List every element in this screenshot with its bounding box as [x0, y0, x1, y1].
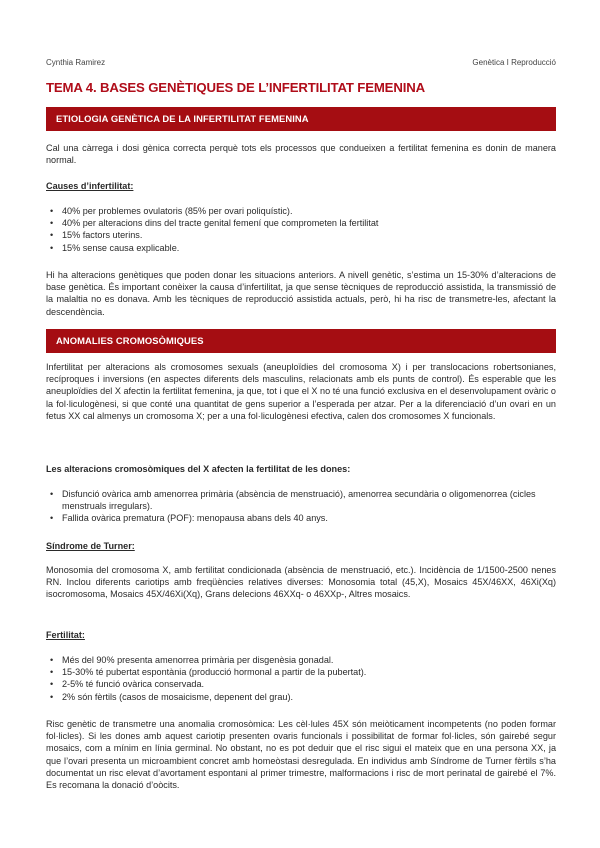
causes-heading: Causes d’infertilitat:	[46, 181, 134, 191]
causes-list	[46, 205, 556, 254]
document-title: TEMA 4. BASES GENÈTIQUES DE L’INFERTILITAT FEMENINA	[46, 80, 425, 95]
list-item: • 15-30% té pubertat espontània (producció hormonal a partir de la pubertat).	[46, 666, 556, 678]
list-item: • Més del 90% presenta amenorrea primària per disgenèsia gonadal.	[46, 654, 556, 666]
list-item: • Fallida ovàrica prematura (POF): menopausa abans dels 40 anys.	[46, 512, 556, 524]
fertilitat-list	[46, 654, 556, 703]
list-item: • 40% per alteracions dins del tracte genital femení que comprometen la fertilitat	[46, 217, 556, 229]
list-item: • 15% factors uterins.	[46, 229, 556, 241]
section-heading-etiologia	[46, 107, 556, 131]
list-item: • 2-5% té funció ovàrica conservada.	[46, 678, 556, 690]
header-author: Cynthia Ramirez	[46, 58, 106, 67]
section-heading-anomalies-text: ANOMALIES CROMOSÒMIQUES	[56, 335, 204, 346]
list-item: • 2% són fèrtils (casos de mosaicisme, depenent del grau).	[46, 691, 556, 703]
list-item: • 40% per problemes ovulatoris (85% per ovari poliquístic).	[46, 205, 556, 217]
list-item: • Disfunció ovàrica amb amenorrea primària (absència de menstruació), amenorrea secundària o oligomenorrea (cicles menstruals irregulars).	[46, 488, 556, 512]
alteracions-list	[46, 488, 556, 525]
page-header	[46, 58, 556, 70]
section-heading-etiologia-text: ETIOLOGIA GENÈTICA DE LA INFERTILITAT FEMENINA	[56, 113, 309, 124]
turner-heading: Síndrome de Turner:	[46, 541, 135, 551]
anomalies-paragraph: Infertilitat per alteracions als cromosomes sexuals (aneuploïdies del cromosoma X) i per translocacions robertsonianes, recíproques i inversions (en aspectes diferents dels masculins, relacionats amb els punts de control). És esperable que les aneuploïdies del X afectin la fertilitat femenina, ja que, tot i que el X no té una funció exclusiva en el desenvolupament ovàric o la fol·liculogènesi, si que conté una quantitat de gens superior a l’esperada per atzar. Per a la diferenciació d’un ovari en un fetus XX cal almenys un cromosoma X; per a una fol·liculogènesi efectiva, calen dos cromosomes X funcionals.	[46, 362, 556, 421]
etiologia-intro: Cal una càrrega i dosi gènica correcta perquè tots els processos que condueixen a fertilitat femenina es donin de manera normal.	[46, 143, 556, 166]
turner-paragraph: Monosomia del cromosoma X, amb fertilitat condicionada (absència de menstruació, etc.). Incidència de 1/1500-2500 nenes RN. Inclou diferents cariotips amb freqüències relatives diverses: Monosomia total (45,X), Mosaics 45X/46XX, 46Xi(Xq) isocromosoma, Mosaics 45X/46Xi(Xq), Grans delecions 46XXq- o 46XXp-, Altres mosaics.	[46, 565, 556, 600]
risc-paragraph: Risc genètic de transmetre una anomalia cromosòmica: Les cèl·lules 45X són meiòticament incompetents (no poden formar fol·licles). Si les dones amb aquest cariotip presenten ovaris funcionals i possibilitat de formar fol·licles, són gairebé segur mosaics, com a mínim en línia germinal. No obstant, no es pot deduir que el risc sigui el mateix que en una persona XX, ja que l’ovari presenta un microambient concret amb homeòstasi desregulada. En individus amb Síndrome de Turner fèrtils s’ha documentat un risc elevat d’avortament espontani al primer trimestre, malformacions i risc de mort perinatal de gairebé el 7%. Es recomana la donació d’oòcits.	[46, 719, 556, 791]
etiologia-paragraph: Hi ha alteracions genètiques que poden donar les situacions anteriors. A nivell genètic, s’estima un 15-30% d’alteracions de base genètica. És important conèixer la causa d’infertilitat, ja que sense tècniques de reproducció assistida, la transmissió de la malaltia no es donava. Amb les tècniques de reproducció assistida actuals, però, hi ha risc de transmetre-les, afectant la descendència.	[46, 270, 556, 317]
header-subject: Genètica I Reproducció	[472, 58, 556, 67]
list-item: • 15% sense causa explicable.	[46, 242, 556, 254]
alteracions-heading: Les alteracions cromosòmiques del X afecten la fertilitat de les dones:	[46, 464, 351, 474]
fertilitat-heading: Fertilitat:	[46, 630, 85, 640]
section-heading-anomalies	[46, 329, 556, 353]
